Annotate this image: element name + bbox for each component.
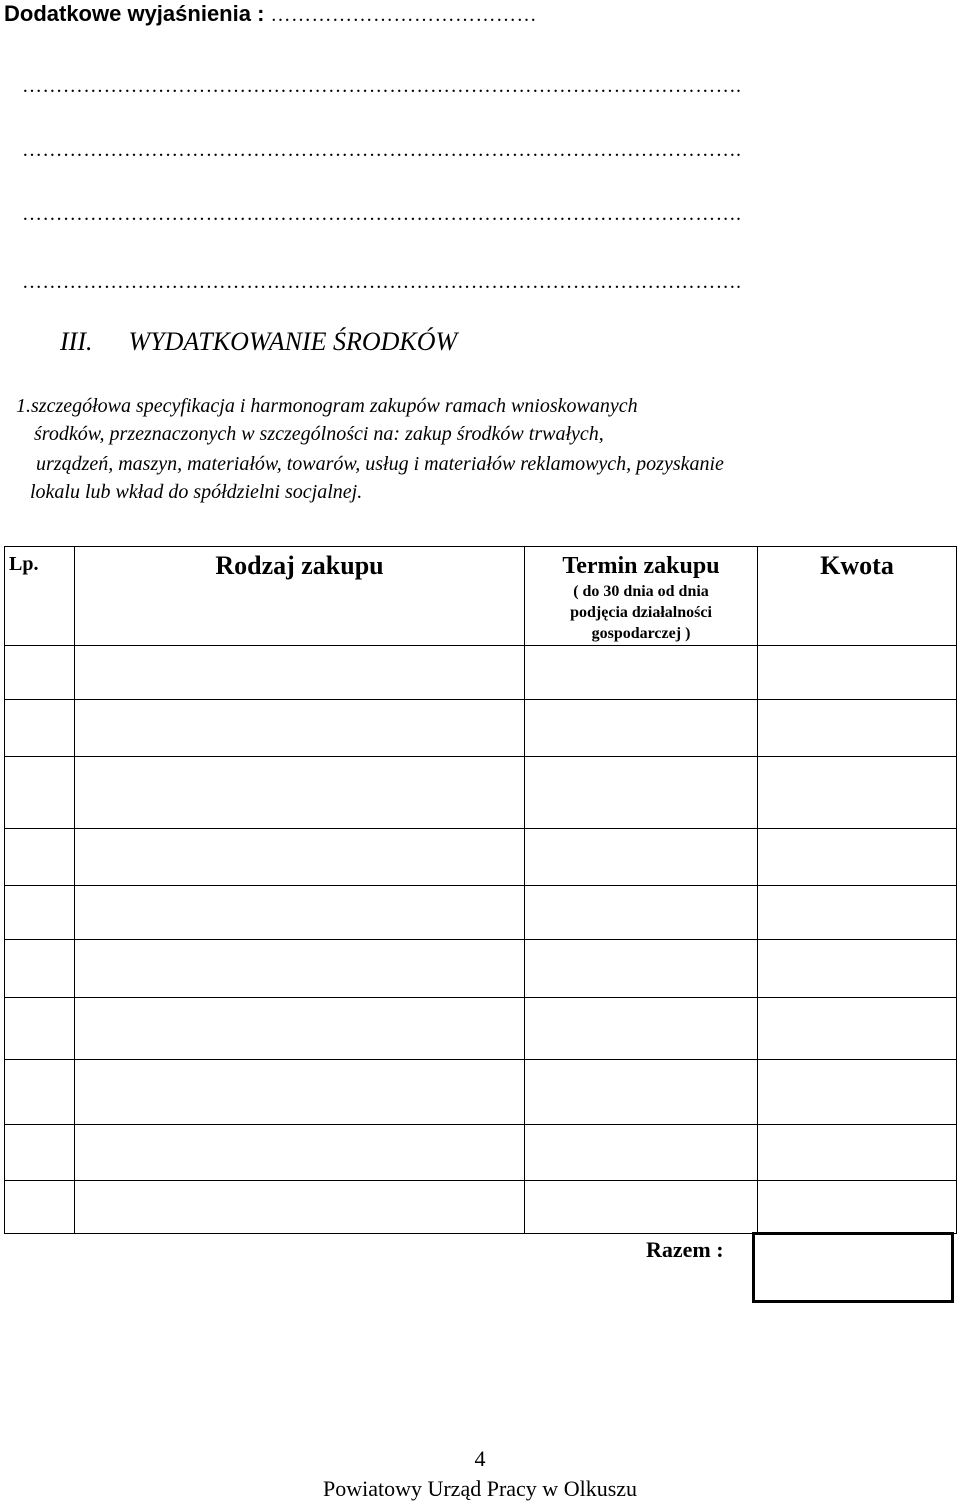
cell-lp[interactable] [5,1181,75,1234]
header-lp: Lp. [5,547,75,646]
table-row [5,700,957,757]
header-purchase-date-note-1: ( do 30 dnia od dnia [573,583,709,600]
cell-lp[interactable] [5,998,75,1060]
explanation-line-4[interactable]: ……………………………………………………………………………………………. [22,271,742,293]
specification-line-2: środków, przeznaczonych w szczególności na: zakup środków trwałych, [34,423,604,445]
cell-purchase-type[interactable] [75,940,525,998]
explanation-line-2[interactable]: ……………………………………………………………………………………………. [22,139,742,161]
cell-purchase-date[interactable] [525,1181,758,1234]
specification-line-4: lokalu lub wkład do spółdzielni socjalnej. [30,481,363,503]
purchase-schedule-table [4,546,957,1234]
cell-purchase-date[interactable] [525,998,758,1060]
cell-lp[interactable] [5,829,75,886]
header-purchase-date-title: Termin zakupu [562,553,720,579]
section-name: WYDATKOWANIE ŚRODKÓW [128,327,458,356]
total-label: Razem : [646,1237,724,1262]
specification-line-3: urządzeń, maszyn, materiałów, towarów, usług i materiałów reklamowych, pozyskanie [36,453,724,475]
table-row [5,757,957,829]
header-amount: Kwota [758,547,957,646]
additional-explanations-heading [4,0,537,29]
cell-amount[interactable] [758,700,957,757]
table-row [5,998,957,1060]
explanation-line-3[interactable]: ……………………………………………………………………………………………. [22,203,742,225]
table-header-row [5,547,957,646]
cell-amount[interactable] [758,757,957,829]
additional-explanations-dots: ………………………………… [270,4,538,26]
table-row [5,1125,957,1181]
header-purchase-type: Rodzaj zakupu [75,547,525,646]
cell-lp[interactable] [5,940,75,998]
cell-purchase-type[interactable] [75,829,525,886]
cell-purchase-date[interactable] [525,757,758,829]
cell-purchase-type[interactable] [75,646,525,700]
total-amount-box[interactable] [752,1232,954,1303]
cell-amount[interactable] [758,886,957,940]
cell-lp[interactable] [5,646,75,700]
cell-purchase-date[interactable] [525,829,758,886]
specification-line-1: 1.szczegółowa specyfikacja i harmonogram zakupów ramach wnioskowanych [16,395,638,417]
cell-purchase-date[interactable] [525,700,758,757]
cell-lp[interactable] [5,886,75,940]
cell-purchase-type[interactable] [75,1181,525,1234]
table-row [5,829,957,886]
cell-purchase-type[interactable] [75,998,525,1060]
table-row [5,940,957,998]
section-number: III. [60,327,93,356]
header-purchase-date-note-3: gospodarczej ) [591,625,691,642]
cell-amount[interactable] [758,940,957,998]
cell-amount[interactable] [758,646,957,700]
header-purchase-date-note-2: podjęcia działalności [570,604,712,621]
cell-purchase-date[interactable] [525,886,758,940]
cell-purchase-type[interactable] [75,1060,525,1125]
cell-amount[interactable] [758,1125,957,1181]
page-number: 4 [474,1446,486,1471]
table-row [5,886,957,940]
cell-purchase-type[interactable] [75,1125,525,1181]
cell-lp[interactable] [5,1125,75,1181]
cell-purchase-type[interactable] [75,886,525,940]
cell-purchase-date[interactable] [525,940,758,998]
cell-amount[interactable] [758,998,957,1060]
cell-purchase-date[interactable] [525,1125,758,1181]
table-row [5,646,957,700]
section-title [60,326,457,358]
header-purchase-date [525,547,758,646]
cell-amount[interactable] [758,1060,957,1125]
cell-purchase-type[interactable] [75,700,525,757]
cell-purchase-date[interactable] [525,646,758,700]
cell-purchase-date[interactable] [525,1060,758,1125]
additional-explanations-label: Dodatkowe wyjaśnienia : [4,1,265,26]
cell-purchase-type[interactable] [75,757,525,829]
table-row [5,1181,957,1234]
cell-lp[interactable] [5,1060,75,1125]
cell-amount[interactable] [758,829,957,886]
footer-office-name: Powiatowy Urząd Pracy w Olkuszu [322,1476,638,1501]
cell-lp[interactable] [5,757,75,829]
cell-lp[interactable] [5,700,75,757]
cell-amount[interactable] [758,1181,957,1234]
table-row [5,1060,957,1125]
explanation-line-1[interactable]: ……………………………………………………………………………………………. [22,75,742,97]
